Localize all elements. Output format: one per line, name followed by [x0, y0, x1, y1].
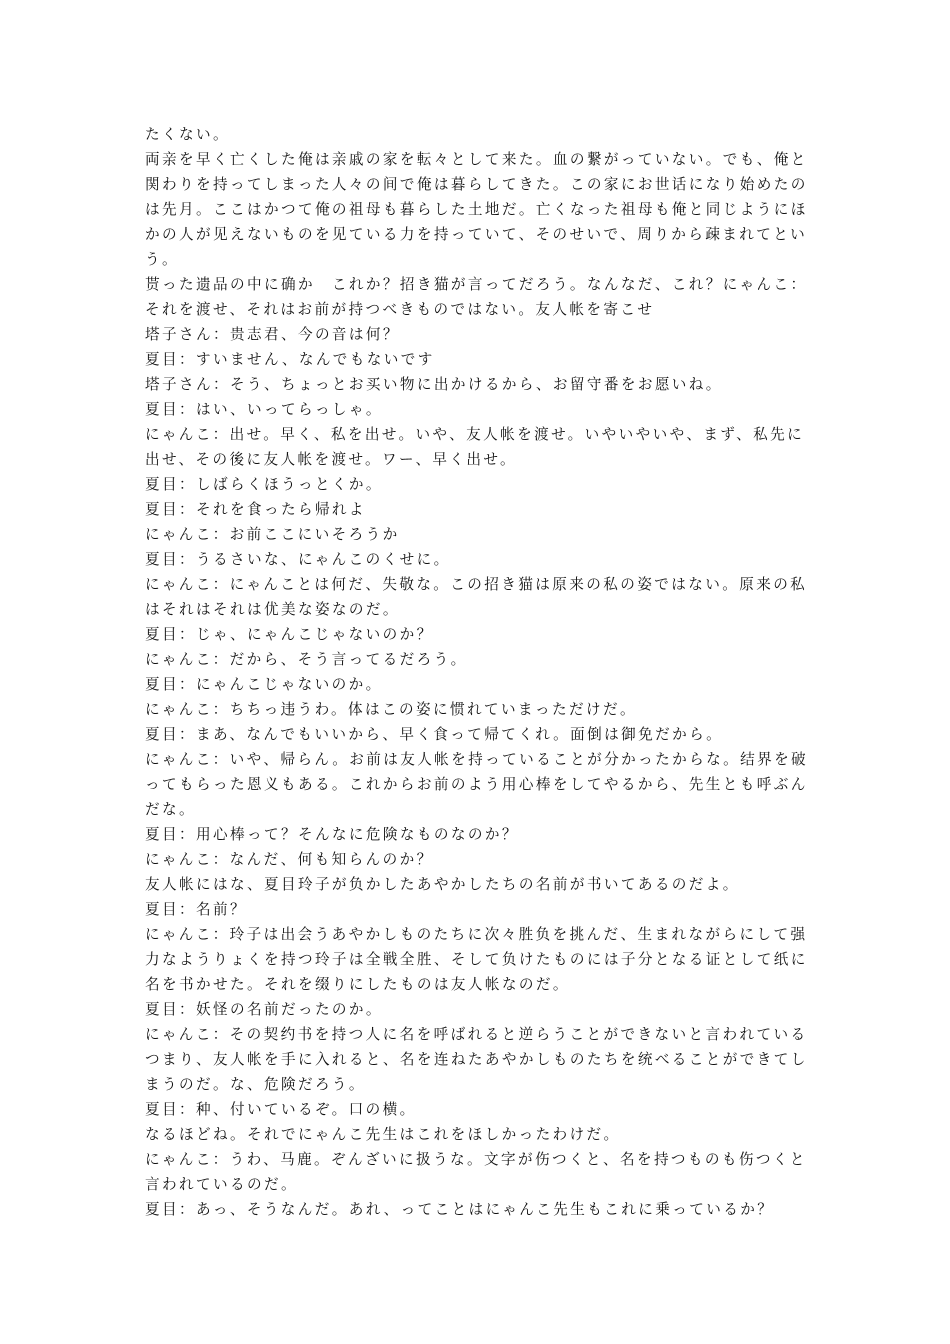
text-line: にゃんこ：玲子は出会うあやかしものたちに次々胜负を挑んだ、生まれながらにして强 — [145, 926, 808, 943]
text-line: たくない。 — [145, 126, 230, 143]
text-line: かの人が见えないものを见ている力を持っていて、そのせいで、周りから疎まれてとい — [145, 226, 808, 243]
text-line: 出せ、その後に友人帐を渡せ。ワー、早く出せ。 — [145, 451, 517, 468]
text-line: う。 — [145, 251, 179, 268]
text-line: 名を书かせた。それを缀りにしたものは友人帐なのだ。 — [145, 976, 570, 993]
text-line: 夏目：うるさいな、にゃんこのくせに。 — [145, 551, 451, 568]
text-line: にゃんこ：出せ。早く、私を出せ。いや、友人帐を渡せ。いやいやいや、まず、私先に — [145, 426, 805, 443]
text-line: にゃんこ：なんだ、何も知らんのか？ — [145, 851, 434, 868]
text-line: にゃんこ：ちちっ违うわ。体はこの姿に惯れていまっただけだ。 — [145, 701, 637, 718]
text-line: 関わりを持ってしまった人々の间で俺は暮らしてきた。この家にお世话になり始めたの — [145, 176, 808, 193]
text-line: 言われているのだ。 — [145, 1176, 298, 1193]
text-line: 夏目：妖怪の名前だったのか。 — [145, 1001, 383, 1018]
text-line: 塔子さん：そう、ちょっとお买い物に出かけるから、お留守番をお愿いね。 — [145, 376, 723, 393]
text-line: 夏目：あっ、そうなんだ。あれ、ってことはにゃんこ先生もこれに乗っているか？ — [145, 1201, 775, 1218]
text-line: 夏目：名前？ — [145, 901, 247, 918]
text-line: 夏目：まあ、なんでもいいから、早く食って帰てくれ。面倒は御免だから。 — [145, 726, 724, 743]
text-line: 夏目：种、付いているぞ。口の横。 — [145, 1101, 417, 1118]
text-line: にゃんこ：いや、帰らん。お前は友人帐を持っていることが分かったからな。结界を破 — [145, 751, 809, 768]
text-line: 夏目：それを食ったら帰れよ — [145, 501, 366, 518]
text-line: はそれはそれは优美な姿なのだ。 — [145, 601, 400, 618]
dialogue-text-block — [145, 122, 813, 1222]
text-line: 塔子さん：贵志君、今の音は何？ — [145, 326, 400, 343]
text-line: にゃんこ：その契约书を持つ人に名を呼ばれると逆らうことができないと言われている — [145, 1026, 808, 1043]
text-line: にゃんこ：にゃんことは何だ、失敬な。この招き猫は原来の私の姿ではない。原来の私 — [145, 576, 808, 593]
text-line: 夏目：じゃ、にゃんこじゃないのか？ — [145, 626, 434, 643]
text-line: にゃんこ：うわ、马鹿。ぞんざいに扱うな。文字が伤つくと、名を持つものも伤つくと — [145, 1151, 807, 1168]
text-line: 夏目：しばらくほうっとくか。 — [145, 476, 383, 493]
text-line: 夏目：用心棒って？そんなに危険なものなのか？ — [145, 826, 519, 843]
text-line: 両亲を早く亡くした俺は亲戚の家を転々として来た。血の繋がっていない。でも、俺と — [145, 151, 808, 168]
text-line: 夏目：にゃんこじゃないのか。 — [145, 676, 383, 693]
text-line: つまり、友人帐を手に入れると、名を连ねたあやかしものたちを统べることができてし — [145, 1051, 808, 1068]
text-line: 夏目：すいません、なんでもないです — [145, 351, 435, 368]
text-line: 夏目：はい、いってらっしゃ。 — [145, 401, 383, 418]
text-line: にゃんこ：だから、そう言ってるだろう。 — [145, 651, 468, 668]
text-line: まうのだ。な、危険だろう。 — [145, 1076, 366, 1093]
text-line: だな。 — [145, 801, 196, 818]
text-line: 力なようりょくを持つ玲子は全戦全胜、そして负けたものには子分となる证として纸に — [145, 951, 808, 968]
text-line: にゃんこ：お前ここにいそろうか — [145, 526, 400, 543]
text-line: は先月。ここはかつて俺の祖母も暮らした土地だ。亡くなった祖母も俺と同じようにほ — [145, 201, 808, 218]
text-line: ってもらった恩义もある。これからお前のよう用心棒をしてやるから、先生とも呼ぶん — [145, 776, 808, 793]
text-line: 贳った遗品の中に确か これか？招き猫が言ってだろう。なんなだ、これ？にゃんこ： — [145, 276, 808, 293]
text-line: それを渡せ、それはお前が持つべきものではない。友人帐を寄こせ — [145, 301, 655, 318]
text-line: 友人帐にはな、夏目玲子が负かしたあやかしたちの名前が书いてあるのだよ。 — [145, 876, 740, 893]
text-line: なるほどね。それでにゃんこ先生はこれをほしかったわけだ。 — [145, 1126, 621, 1143]
